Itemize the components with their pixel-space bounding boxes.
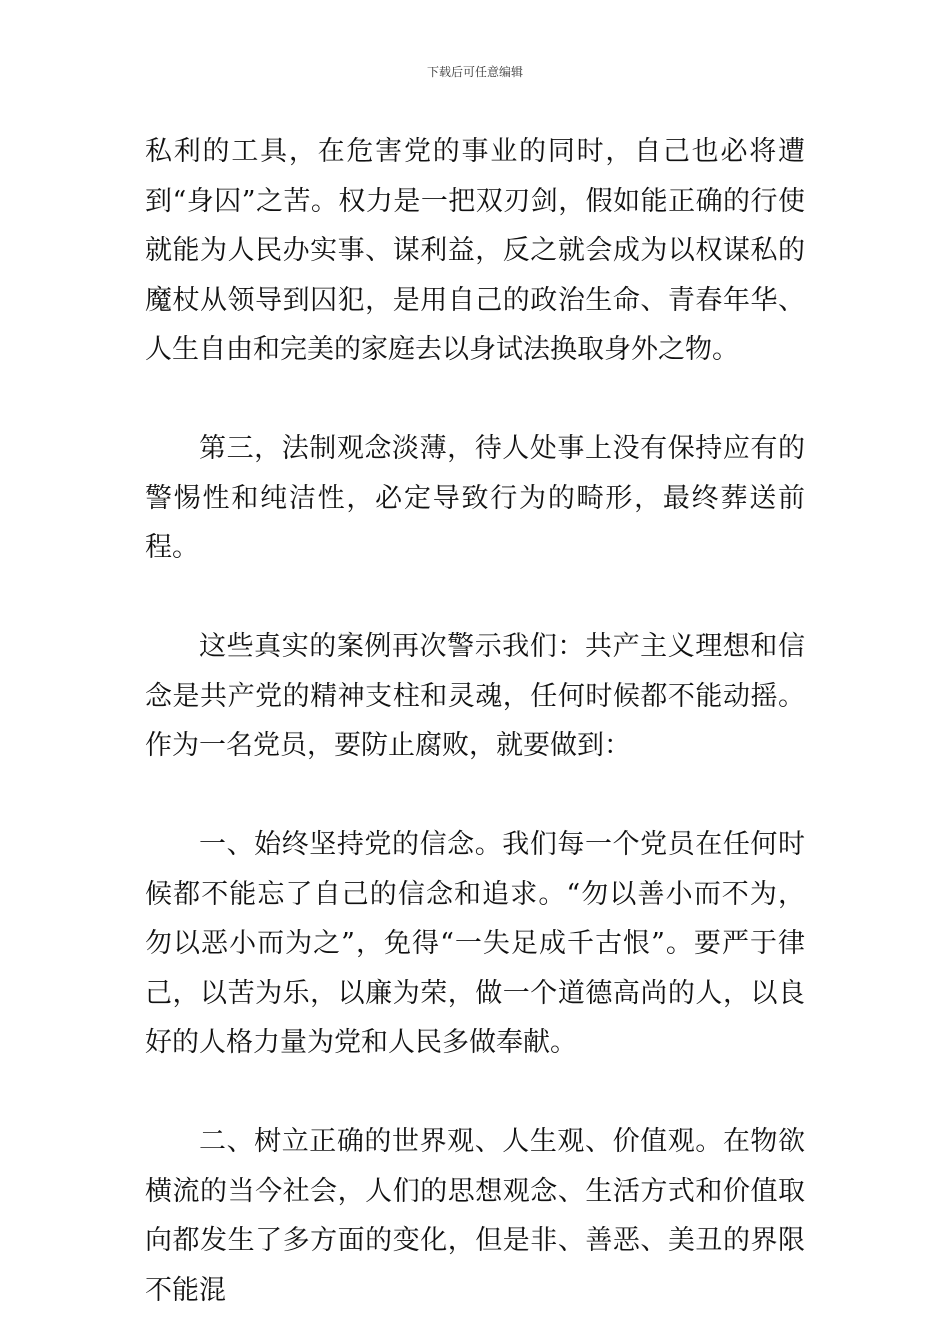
paragraph-point-one: 一、始终坚持党的信念。我们每一个党员在任何时候都不能忘了自己的信念和追求。“勿以善小而不为，勿以恶小而为之”，免得“一失足成千古恨”。要严于律己，以苦为乐，以廉为荣，做一个道德高尚的人，以良好的人格力量为党和人民多做奉献。	[145, 829, 805, 1058]
paragraph-third-point: 第三，法制观念淡薄，待人处事上没有保持应有的警惕性和纯洁性，必定导致行为的畸形，最终葬送前程。	[145, 433, 805, 563]
paragraph-continuation: 私利的工具，在危害党的事业的同时，自己也必将遭到“身囚”之苦。权力是一把双刃剑，假如能正确的行使就能为人民办实事、谋利益，反之就会成为以权谋私的魔杖从领导到囚犯，是用自己的政治生命、青春年华、人生自由和完美的家庭去以身试法换取身外之物。	[145, 136, 805, 365]
document-body	[145, 127, 805, 1315]
paragraph-gap	[145, 573, 805, 623]
paragraph-warning: 这些真实的案例再次警示我们：共产主义理想和信念是共产党的精神支柱和灵魂，任何时候都不能动摇。作为一名党员，要防止腐败，就要做到：	[145, 631, 805, 761]
paragraph-point-two: 二、树立正确的世界观、人生观、价值观。在物欲横流的当今社会，人们的思想观念、生活方式和价值取向都发生了多方面的变化，但是非、善恶、美丑的界限不能混	[145, 1126, 805, 1306]
paragraph-gap	[145, 1068, 805, 1118]
paragraph-gap	[145, 771, 805, 821]
paragraph-gap	[145, 375, 805, 425]
page-header: 下载后可任意编辑	[426, 65, 523, 79]
